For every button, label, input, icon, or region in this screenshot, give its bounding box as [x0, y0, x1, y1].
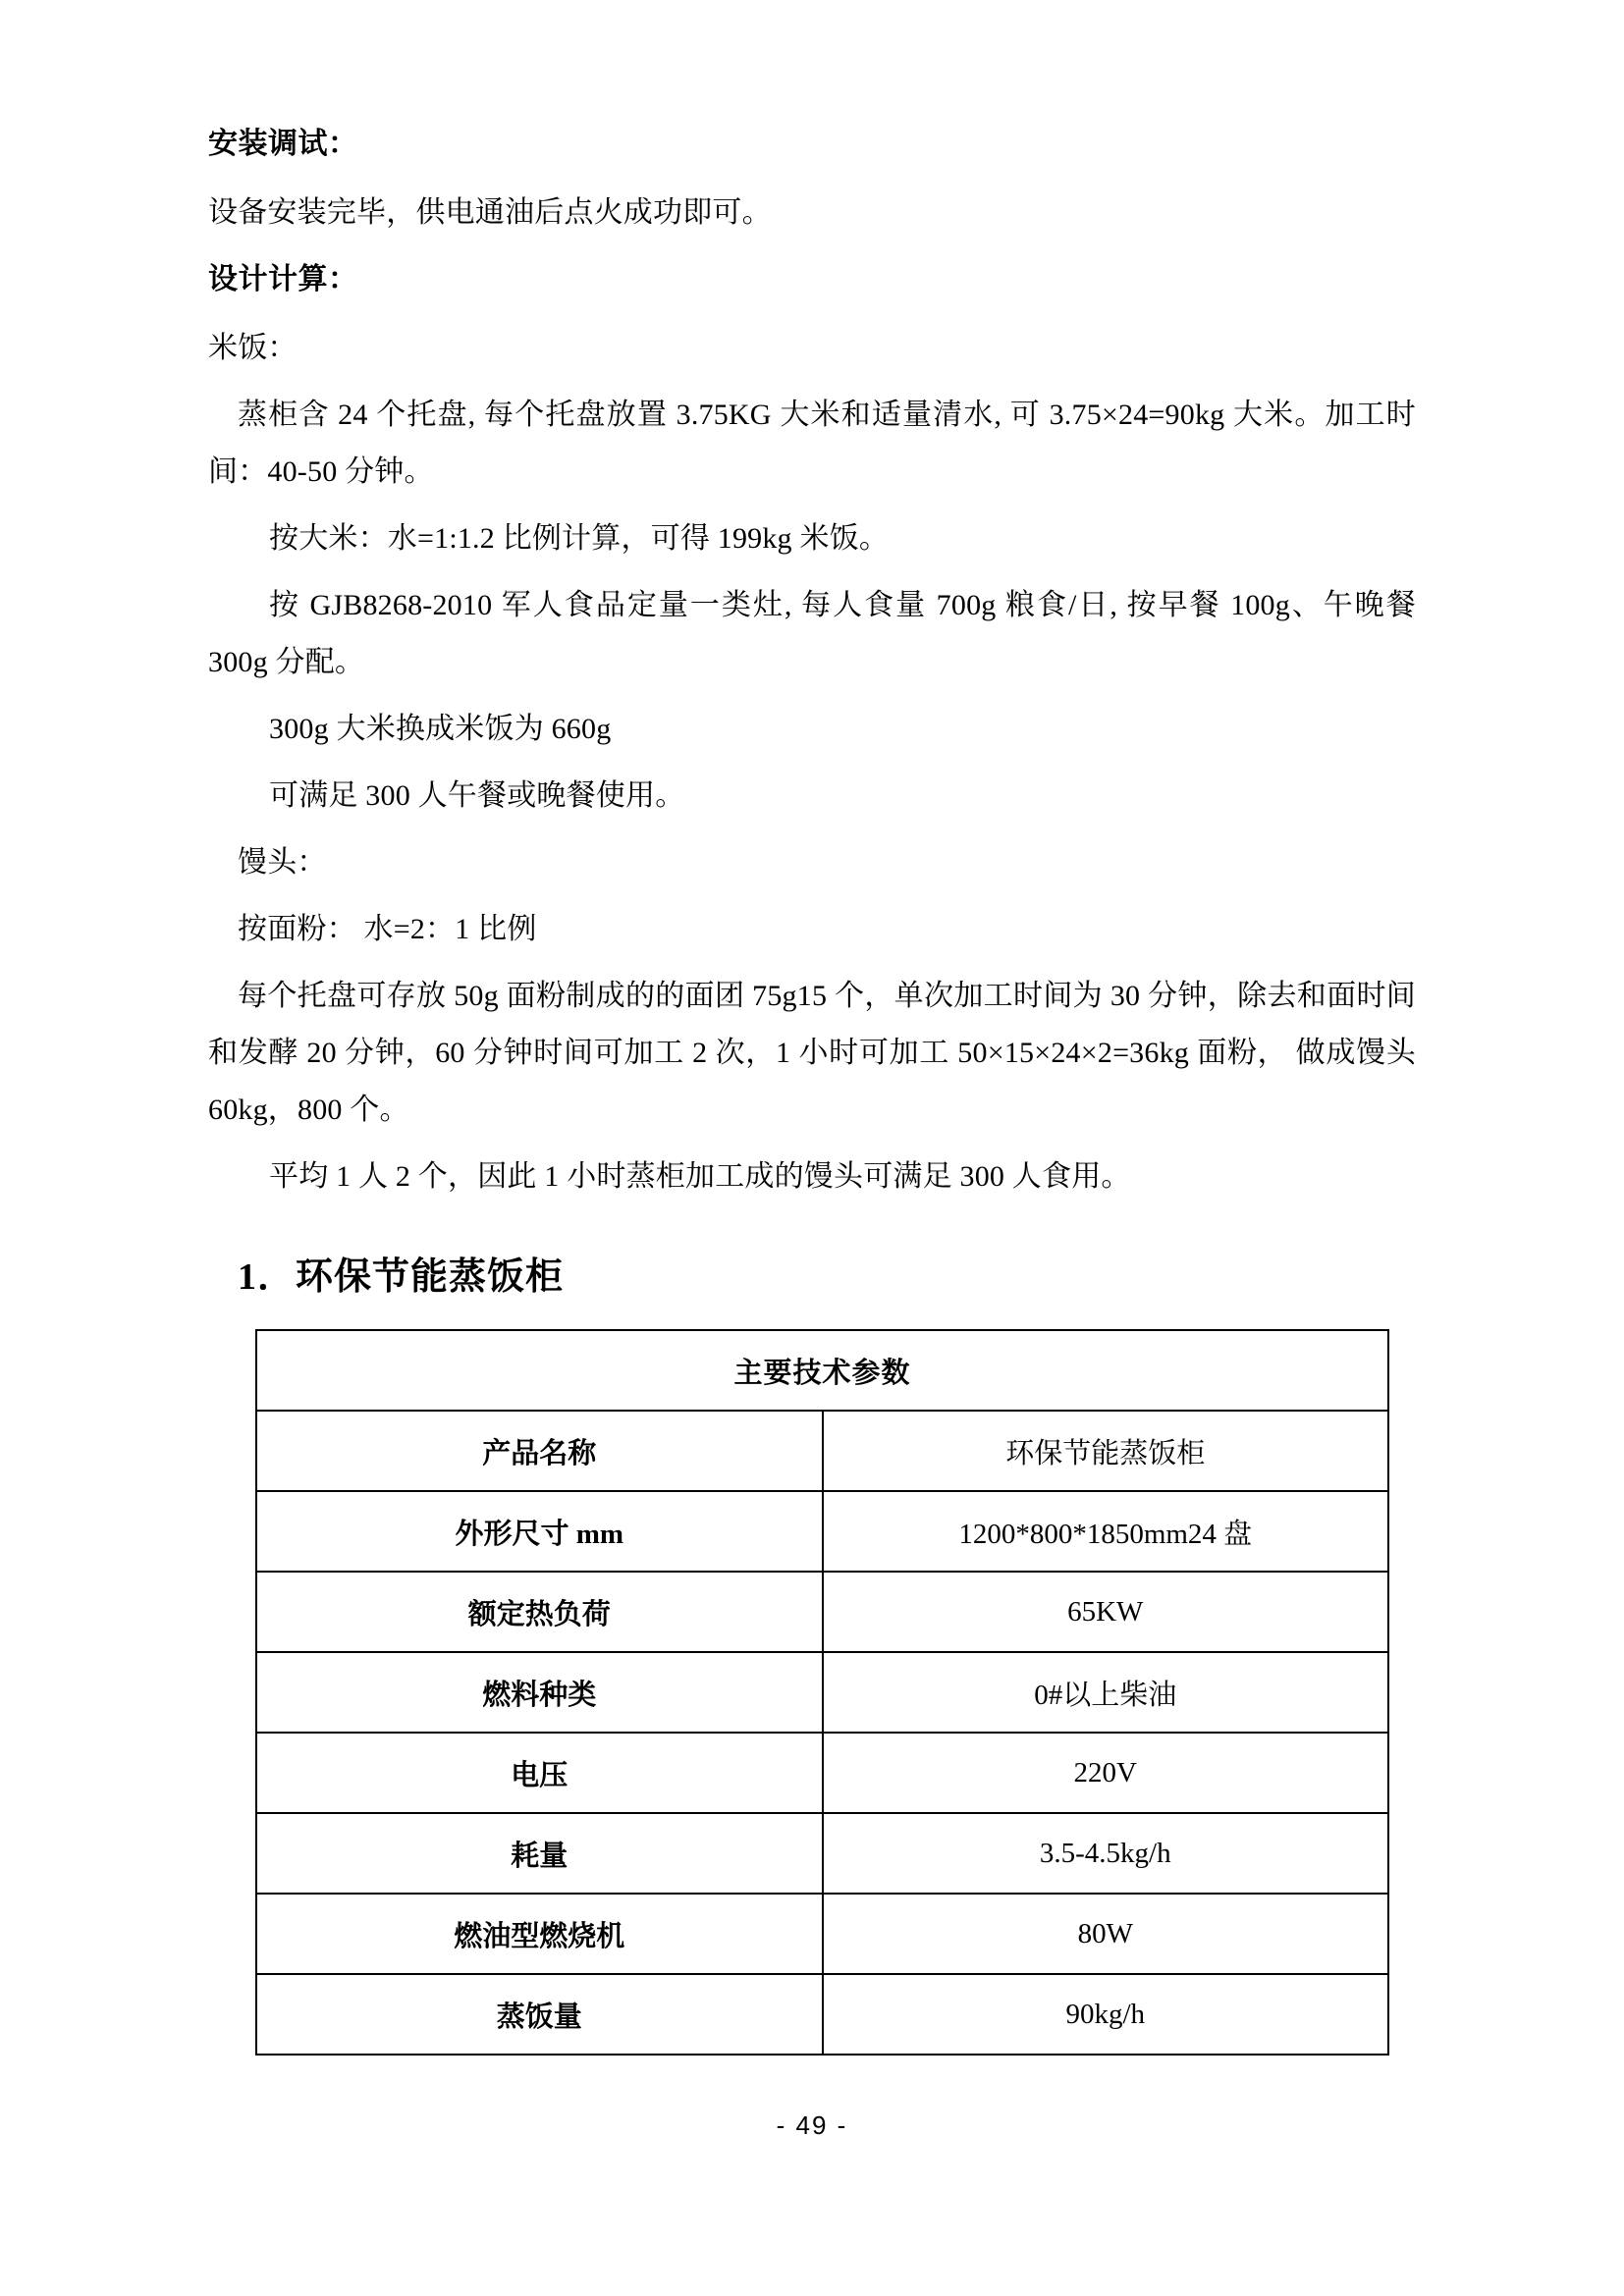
spec-label-rice-capacity: 蒸饭量 — [256, 1974, 823, 2055]
spec-label-consumption: 耗量 — [256, 1813, 823, 1894]
bun-paragraph-3: 平均 1 人 2 个，因此 1 小时蒸柜加工成的馒头可满足 300 人食用。 — [269, 1160, 1131, 1193]
page-content — [208, 116, 1424, 2056]
rice-paragraph-3: 按 GJB8268-2010 军人食品定量一类灶, 每人食量 700g 粮食/日, 按早餐 100g、午晚餐 300g 分配。 — [208, 589, 1424, 678]
spec-table-title: 主要技术参数 — [256, 1330, 1388, 1411]
rice-paragraph-2: 按大米：水=1:1.2 比例计算，可得 199kg 米饭。 — [269, 522, 890, 555]
bun-paragraph-1: 按面粉： 水=2：1 比例 — [238, 913, 537, 945]
spec-label-fuel-type: 燃料种类 — [256, 1652, 823, 1733]
spec-value-voltage: 220V — [823, 1733, 1389, 1813]
bun-subheading: 馒头： — [238, 846, 327, 879]
table-row — [256, 1813, 1388, 1894]
spec-value-consumption: 3.5-4.5kg/h — [823, 1813, 1389, 1894]
spec-value-rated-heat-load: 65KW — [823, 1572, 1389, 1652]
spec-label-burner: 燃油型燃烧机 — [256, 1894, 823, 1974]
spec-label-product-name: 产品名称 — [256, 1411, 823, 1491]
table-row — [256, 1572, 1388, 1652]
spec-value-rice-capacity: 90kg/h — [823, 1974, 1389, 2055]
spec-table-body — [256, 1330, 1388, 2055]
table-row — [256, 1491, 1388, 1572]
spec-label-rated-heat-load: 额定热负荷 — [256, 1572, 823, 1652]
table-row — [256, 1733, 1388, 1813]
table-row — [256, 1652, 1388, 1733]
rice-paragraph-1: 蒸柜含 24 个托盘, 每个托盘放置 3.75KG 大米和适量清水, 可 3.75×24=90kg 大米。加工时间：40-50 分钟。 — [208, 399, 1416, 488]
install-body-text: 设备安装完毕，供电通油后点火成功即可。 — [208, 196, 772, 229]
spec-value-dimensions: 1200*800*1850mm24 盘 — [823, 1491, 1389, 1572]
table-row — [256, 1411, 1388, 1491]
bun-paragraph-2: 每个托盘可存放 50g 面粉制成的的面团 75g15 个，单次加工时间为 30 分钟，除去和面时间和发酵 20 分钟，60 分钟时间可加工 2 次，1 小时可加工 50×15×24×2=36kg 面粉， 做成馒头 60kg，800 个。 — [208, 980, 1424, 1126]
install-heading: 安装调试： — [208, 128, 358, 160]
table-row — [256, 1974, 1388, 2055]
rice-paragraph-5: 可满足 300 人午餐或晚餐使用。 — [269, 779, 685, 812]
page-number: - 49 - — [776, 2110, 848, 2140]
rice-subheading: 米饭： — [208, 332, 298, 364]
spec-value-fuel-type: 0#以上柴油 — [823, 1652, 1389, 1733]
product-section-title: 1．环保节能蒸饭柜 — [238, 1256, 565, 1298]
spec-table — [255, 1329, 1389, 2056]
table-row — [256, 1894, 1388, 1974]
rice-paragraph-4: 300g 大米换成米饭为 660g — [269, 713, 612, 745]
table-title-row — [256, 1330, 1388, 1411]
spec-value-product-name: 环保节能蒸饭柜 — [823, 1411, 1389, 1491]
spec-label-voltage: 电压 — [256, 1733, 823, 1813]
spec-value-burner: 80W — [823, 1894, 1389, 1974]
spec-label-dimensions: 外形尺寸 mm — [256, 1491, 823, 1572]
design-calculation-heading: 设计计算： — [208, 263, 358, 295]
